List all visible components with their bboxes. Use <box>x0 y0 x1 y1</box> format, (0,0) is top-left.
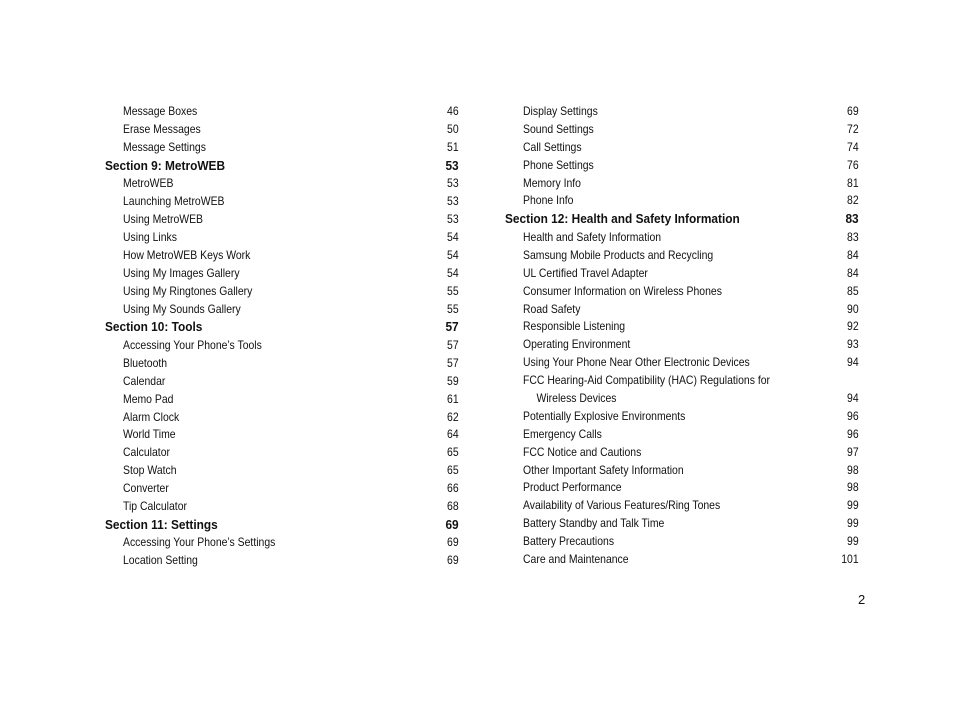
toc-left-column <box>105 103 459 570</box>
toc-page-number: 83 <box>847 230 859 244</box>
toc-entry-title: Location Setting <box>123 554 198 568</box>
toc-entry-title: Using MetroWEB <box>123 213 204 227</box>
toc-entry <box>105 534 459 552</box>
toc-entry <box>105 211 459 229</box>
toc-entry <box>505 175 859 193</box>
toc-section-heading <box>105 318 459 337</box>
toc-entry <box>505 426 859 444</box>
toc-entry <box>105 121 459 139</box>
toc-entry-title: Consumer Information on Wireless Phones <box>523 284 722 298</box>
toc-page-number: 94 <box>847 356 859 370</box>
toc-entry-title: Emergency Calls <box>523 427 602 441</box>
toc-page-number: 68 <box>447 500 459 513</box>
toc-page-number: 83 <box>845 211 859 227</box>
toc-entry-title: Phone Settings <box>523 158 594 172</box>
toc-entry <box>505 354 859 372</box>
toc-entry-title: Bluetooth <box>123 356 168 370</box>
toc-entry-title: Availability of Various Features/Ring Tones <box>523 499 721 513</box>
toc-entry-title: Alarm Clock <box>123 410 180 424</box>
toc-entry-title: Other Important Safety Information <box>523 463 684 477</box>
toc-page-number: 65 <box>447 446 459 460</box>
toc-entry-title: Calculator <box>123 446 170 460</box>
toc-entry <box>105 409 459 427</box>
toc-page-number: 74 <box>847 140 859 154</box>
toc-entry-title: FCC Hearing-Aid Compatibility (HAC) Regulations for <box>523 374 771 388</box>
toc-entry <box>505 247 859 265</box>
toc-entry <box>505 192 859 210</box>
toc-page-number: 59 <box>447 374 459 388</box>
toc-entry <box>505 265 859 283</box>
toc-entry-title: Battery Standby and Talk Time <box>523 517 665 531</box>
toc-entry-title: Section 10: Tools <box>105 319 203 335</box>
toc-entry <box>105 139 459 157</box>
toc-entry <box>105 462 459 480</box>
toc-page-number: 54 <box>447 248 459 262</box>
toc-page-number: 90 <box>847 302 859 316</box>
toc-entry-title: Stop Watch <box>123 464 177 478</box>
toc-entry <box>105 498 459 516</box>
toc-page-number: 72 <box>847 122 859 136</box>
toc-page-number: 53 <box>447 195 459 209</box>
toc-entry-title: Using Links <box>123 230 177 244</box>
toc-entry-title: Care and Maintenance <box>523 552 629 566</box>
toc-entry-title: Display Settings <box>523 105 598 118</box>
toc-entry <box>505 390 859 408</box>
toc-page-number: 65 <box>447 464 459 478</box>
toc-entry <box>505 157 859 175</box>
toc-entry <box>105 265 459 283</box>
toc-page-number: 69 <box>447 536 459 550</box>
toc-page-number: 55 <box>447 284 459 298</box>
toc-entry-title: Samsung Mobile Products and Recycling <box>523 248 714 262</box>
toc-page-number: 50 <box>447 122 459 136</box>
toc-entry-title: Health and Safety Information <box>523 230 662 244</box>
toc-entry-title: Road Safety <box>523 302 581 316</box>
toc-entry-title: Tip Calculator <box>123 500 187 513</box>
toc-entry-title: Section 11: Settings <box>105 516 218 532</box>
toc-entry-title: Message Settings <box>123 140 206 154</box>
toc-entry <box>505 229 859 247</box>
toc-entry <box>105 229 459 247</box>
toc-entry-title: Converter <box>123 482 169 496</box>
toc-page-number: 57 <box>447 338 459 352</box>
toc-entry-title: Call Settings <box>523 140 582 154</box>
toc-entry-title: Message Boxes <box>123 105 198 118</box>
toc-entry-title: How MetroWEB Keys Work <box>123 248 251 262</box>
toc-section-heading <box>105 157 459 176</box>
toc-entry <box>505 497 859 515</box>
toc-entry <box>105 175 459 193</box>
toc-page-number: 69 <box>445 516 459 532</box>
toc-page-number: 101 <box>841 552 859 566</box>
toc-page-number: 62 <box>447 410 459 424</box>
toc-page-number: 51 <box>447 140 459 154</box>
toc-page-number: 96 <box>847 409 859 423</box>
toc-entry-title: Accessing Your Phone’s Settings <box>123 536 276 550</box>
toc-page-number: 82 <box>847 194 859 208</box>
toc-page-number: 97 <box>847 445 859 459</box>
toc-page-number: 99 <box>847 517 859 531</box>
toc-entry-title: Using My Sounds Gallery <box>123 302 241 316</box>
toc-page-number: 53 <box>447 213 459 227</box>
toc-entry <box>105 552 459 570</box>
toc-entry-title: Launching MetroWEB <box>123 195 225 209</box>
toc-entry <box>105 426 459 444</box>
toc-page-number: 61 <box>447 392 459 406</box>
toc-entry <box>105 301 459 319</box>
toc-entry-title: Section 9: MetroWEB <box>105 157 226 173</box>
toc-entry <box>505 444 859 462</box>
toc-entry-title: Battery Precautions <box>523 535 615 549</box>
toc-entry <box>505 318 859 336</box>
toc-entry-title: Responsible Listening <box>523 320 626 334</box>
toc-entry <box>105 283 459 301</box>
toc-page-number: 98 <box>847 481 859 495</box>
toc-entry-title: Operating Environment <box>523 338 631 352</box>
toc-page-number: 54 <box>447 266 459 280</box>
toc-entry <box>505 103 859 121</box>
toc-entry <box>105 373 459 391</box>
toc-page-number: 76 <box>847 158 859 172</box>
toc-entry-title: Using Your Phone Near Other Electronic Devices <box>523 356 750 370</box>
toc-page-number: 99 <box>847 499 859 513</box>
toc-entry-title: Accessing Your Phone’s Tools <box>123 338 262 352</box>
toc-entry <box>105 247 459 265</box>
toc-entry <box>505 121 859 139</box>
toc-entry <box>505 139 859 157</box>
toc-page-number: 69 <box>847 105 859 118</box>
toc-entry-title: Calendar <box>123 374 166 388</box>
toc-page-number: 92 <box>847 320 859 334</box>
toc-entry <box>505 533 859 551</box>
toc-section-heading <box>105 516 459 535</box>
toc-entry-title: Using My Images Gallery <box>123 266 240 280</box>
toc-page-number: 99 <box>847 535 859 549</box>
page-number: 2 <box>858 592 866 607</box>
toc-entry <box>105 193 459 211</box>
toc-entry-title: Using My Ringtones Gallery <box>123 284 253 298</box>
toc-entry-title: Phone Info <box>523 194 574 208</box>
toc-section-heading <box>505 210 859 229</box>
toc-entry <box>105 391 459 409</box>
toc-entry-title: Memory Info <box>523 176 581 190</box>
toc-entry <box>105 103 459 121</box>
toc-page-number: 94 <box>847 391 859 405</box>
toc-entry <box>505 551 859 569</box>
toc-entry-title: Potentially Explosive Environments <box>523 409 686 423</box>
toc-entry <box>505 408 859 426</box>
toc-entry <box>105 480 459 498</box>
toc-page-number: 54 <box>447 230 459 244</box>
toc-entry-title: World Time <box>123 428 176 442</box>
toc-entry-title: Erase Messages <box>123 122 201 136</box>
toc-entry-title: Product Performance <box>523 481 622 495</box>
toc-entry <box>505 462 859 480</box>
toc-page-number: 53 <box>447 177 459 191</box>
toc-page-number: 66 <box>447 482 459 496</box>
toc-page-number: 53 <box>445 157 459 173</box>
toc-entry-title: UL Certified Travel Adapter <box>523 266 648 280</box>
toc-entry-title: Memo Pad <box>123 392 174 406</box>
toc-page-number: 93 <box>847 338 859 352</box>
toc-page-number: 64 <box>447 428 459 442</box>
toc-entry <box>105 337 459 355</box>
toc-page-number: 98 <box>847 463 859 477</box>
toc-page-number: 57 <box>445 319 459 335</box>
toc-entry <box>505 301 859 319</box>
toc-page-number: 55 <box>447 302 459 316</box>
toc-page-number: 84 <box>847 248 859 262</box>
toc-page-number: 81 <box>847 176 859 190</box>
toc-entry <box>505 336 859 354</box>
toc-right-column <box>505 103 859 569</box>
toc-entry-title: FCC Notice and Cautions <box>523 445 642 459</box>
toc-entry <box>505 479 859 497</box>
toc-page-number: 85 <box>847 284 859 298</box>
toc-page-number: 57 <box>447 356 459 370</box>
toc-entry-title: Sound Settings <box>523 122 594 136</box>
toc-entry <box>505 283 859 301</box>
toc-entry <box>505 372 859 390</box>
toc-entry <box>105 444 459 462</box>
toc-entry-title: Section 12: Health and Safety Information <box>505 211 740 227</box>
toc-page-number: 84 <box>847 266 859 280</box>
toc-page-number: 46 <box>447 105 459 118</box>
toc-page-number: 69 <box>447 554 459 568</box>
toc-entry-title: MetroWEB <box>123 177 174 191</box>
toc-entry <box>105 355 459 373</box>
toc-page-number: 96 <box>847 427 859 441</box>
toc-entry-title: Wireless Devices <box>536 391 617 405</box>
toc-entry <box>505 515 859 533</box>
